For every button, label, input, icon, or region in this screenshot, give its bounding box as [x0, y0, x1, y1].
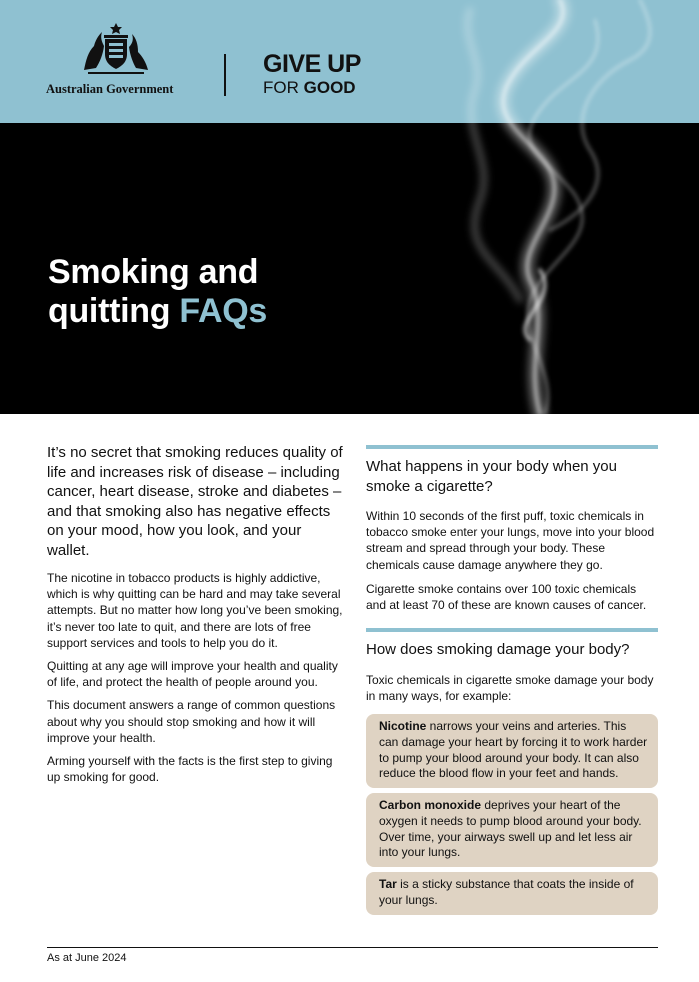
body-paragraph: The nicotine in tobacco products is highly addictive, which is why quitting can be hard and may take several attempts. But no matter how long you’ve been smoking, it’s never too late to quit, and there are lots of free support services and tools to help you do it.	[47, 571, 343, 650]
fact-term: Carbon monoxide	[379, 798, 482, 813]
body-paragraph: Arming yourself with the facts is the first step to giving up smoking for good.	[47, 754, 333, 785]
body-paragraph: Quitting at any age will improve your health and quality of life, and protect the health of people around you.	[47, 659, 338, 690]
section-paragraph: Toxic chemicals in cigarette smoke damage your body in many ways, for example:	[366, 672, 654, 703]
brand-word-good: GOOD	[303, 78, 356, 97]
fact-text: narrows your veins and arteries. This can damage your heart by forcing it to work harder to pump your blood around your body. It can also reduce the blood flow in your feet and hands.	[379, 718, 648, 781]
section-paragraph: Cigarette smoke contains over 100 toxic chemicals and at least 70 of these are known causes of cancer.	[366, 581, 647, 613]
right-column	[366, 445, 658, 908]
page-title	[48, 253, 267, 331]
fact-term: Tar	[379, 877, 397, 892]
footer-date: As at June 2024	[47, 952, 127, 964]
fact-term: Nicotine	[379, 718, 427, 733]
section-body-effects	[366, 445, 658, 613]
fact-text: is a sticky substance that coats the inside of your lungs.	[379, 877, 634, 908]
coat-of-arms-icon	[78, 22, 154, 74]
logo-divider	[224, 54, 226, 96]
australian-government-logo	[46, 22, 188, 98]
left-column	[47, 443, 347, 792]
fact-card-nicotine	[366, 714, 658, 788]
fact-text: deprives your heart of the oxygen it needs to pump blood around your body. Over time, your airways swell up and let less air into your lungs.	[379, 798, 642, 860]
section-heading: What happens in your body when you smoke a cigarette?	[366, 458, 617, 495]
fact-card-tar	[366, 872, 658, 915]
brand-line-1: GIVE UP	[263, 50, 361, 78]
section-paragraph: Within 10 seconds of the first puff, toxic chemicals in tobacco smoke enter your lungs, move into your blood stream and spread through your body. These chemicals cause damage anywhere they go.	[366, 509, 655, 572]
section-divider	[366, 628, 658, 632]
title-accent-faqs: FAQs	[179, 292, 267, 330]
title-line-1: Smoking and	[48, 253, 259, 291]
brand-line-2	[263, 79, 356, 96]
section-divider	[366, 445, 658, 449]
section-heading: How does smoking damage your body?	[366, 641, 630, 658]
give-up-for-good-logo	[263, 52, 403, 98]
intro-paragraph: It’s no secret that smoking reduces quality of life and increases risk of disease – including cancer, heart disease, stroke and diabetes – and that smoking also has negative effects on your mood, how you look, and your wallet.	[47, 444, 343, 559]
title-line-2a: quitting	[48, 292, 171, 330]
section-body-damage	[366, 628, 658, 920]
government-name: Australian Government	[46, 82, 174, 96]
body-paragraph: This document answers a range of common questions about why you should stop smoking and how it will improve your health.	[47, 698, 336, 745]
fact-card-carbon-monoxide	[366, 793, 658, 867]
footer-divider	[47, 947, 658, 948]
brand-word-for: FOR	[263, 78, 299, 97]
